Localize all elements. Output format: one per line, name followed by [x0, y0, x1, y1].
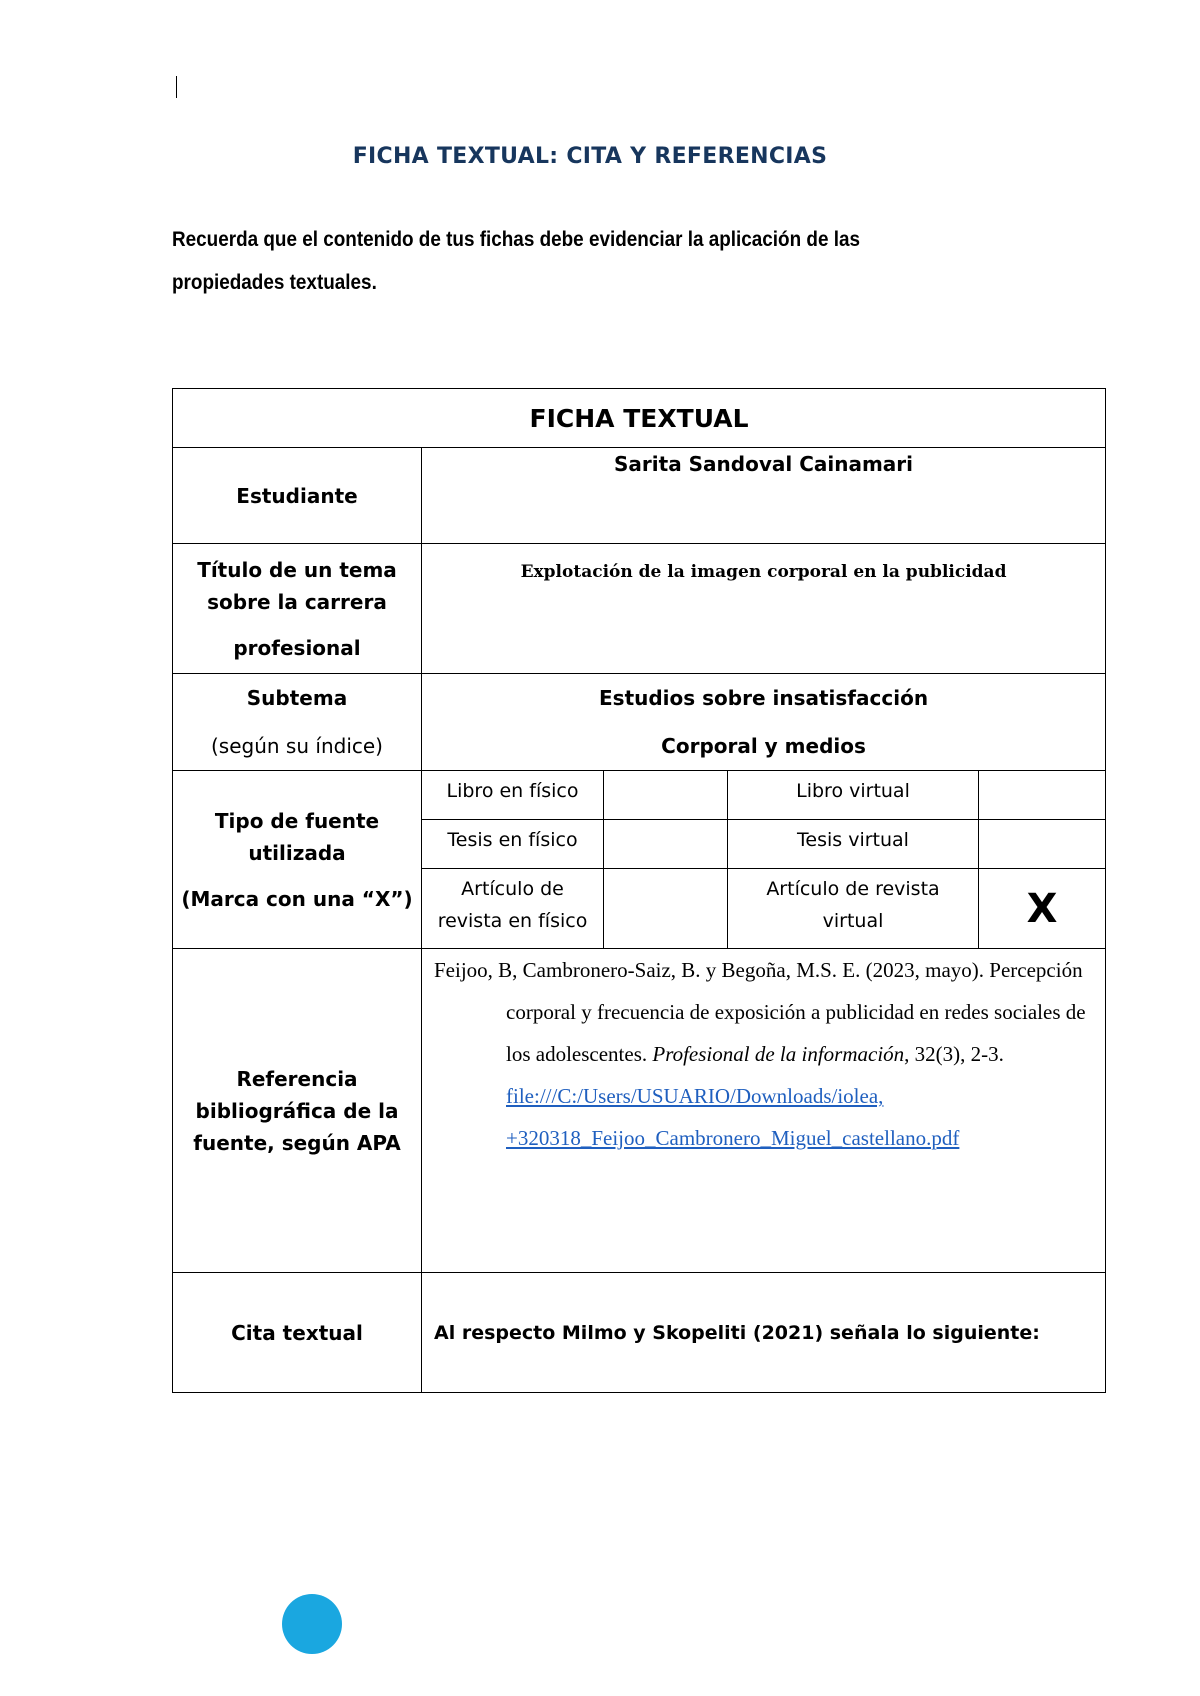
source-type-label: [173, 771, 422, 949]
reference-label-line3: fuente, según APA: [193, 1130, 401, 1155]
topic-label-line3: profesional: [233, 635, 361, 660]
ficha-header: FICHA TEXTUAL: [173, 389, 1106, 448]
option-articulo-fisico-line2: revista en físico: [437, 910, 588, 932]
reference-journal: Profesional de la información: [652, 1042, 905, 1066]
topic-label: [173, 544, 422, 674]
subtopic-label-line2: (según su índice): [211, 734, 383, 758]
reference-entry: [434, 949, 1093, 1159]
topic-label-line1: Título de un tema: [197, 557, 397, 582]
option-tesis-virtual: Tesis virtual: [728, 820, 979, 869]
reference-link-line1[interactable]: file:///C:/Users/USUARIO/Downloads/iolea,: [506, 1084, 884, 1108]
student-row: [173, 448, 1106, 544]
student-value: Sarita Sandoval Cainamari: [422, 448, 1106, 544]
subtopic-label: [173, 674, 422, 771]
subtopic-value: [422, 674, 1106, 771]
ficha-table: [172, 388, 1106, 1393]
source-type-label-line1: Tipo de fuente: [214, 808, 380, 833]
reference-link-line2[interactable]: +320318_Feijoo_Cambronero_Miguel_castellano.pdf: [506, 1126, 960, 1150]
quote-label: Cita textual: [173, 1273, 422, 1393]
topic-row: [173, 544, 1106, 674]
checkbox-tesis-virtual[interactable]: [979, 820, 1106, 869]
ficha-header-row: [173, 389, 1106, 448]
instruction-text: Recuerda que el contenido de tus fichas debe evidenciar la aplicación de las propiedades textuales.: [172, 228, 860, 294]
subtopic-label-line1: Subtema: [246, 686, 348, 710]
option-tesis-fisico: Tesis en físico: [422, 820, 604, 869]
text-cursor: [176, 76, 177, 98]
checkbox-libro-fisico[interactable]: [604, 771, 728, 820]
checkbox-tesis-fisico[interactable]: [604, 820, 728, 869]
source-type-label-line3: (Marca con una “X”): [181, 886, 413, 911]
source-type-label-line2: utilizada: [248, 840, 346, 865]
source-row-libro: [173, 771, 1106, 820]
option-articulo-virtual: [728, 869, 979, 949]
reference-volume: , 32(3), 2-3.: [904, 1042, 1004, 1066]
option-libro-virtual: Libro virtual: [728, 771, 979, 820]
reference-article-title: Percepción corporal y frecuencia de exposición a publicidad en redes sociales de los adolescentes.: [506, 958, 1086, 1066]
option-articulo-fisico-line1: Artículo de: [461, 878, 564, 900]
page-marker-dot: [282, 1594, 342, 1654]
reference-authors: Feijoo, B, Cambronero-Saiz, B. y Begoña, M.S. E. (2023, mayo).: [434, 958, 985, 982]
checkbox-articulo-fisico[interactable]: [604, 869, 728, 949]
reference-label-line1: Referencia: [236, 1066, 358, 1091]
reference-label-line2: bibliográfica de la: [195, 1098, 399, 1123]
topic-value: Explotación de la imagen corporal en la publicidad: [422, 544, 1106, 674]
option-articulo-fisico: [422, 869, 604, 949]
reference-row: [173, 949, 1106, 1273]
subtopic-value-line1: Estudios sobre insatisfacción: [599, 686, 929, 710]
quote-value: Al respecto Milmo y Skopeliti (2021) señala lo siguiente:: [422, 1273, 1106, 1393]
option-articulo-virtual-line2: virtual: [822, 910, 884, 932]
subtopic-row: [173, 674, 1106, 771]
topic-label-line2: sobre la carrera: [207, 589, 387, 614]
checkbox-articulo-virtual[interactable]: X: [979, 869, 1106, 949]
student-label: Estudiante: [173, 448, 422, 544]
reference-label: [173, 949, 422, 1273]
subtopic-value-line2: Corporal y medios: [661, 734, 866, 758]
checkbox-libro-virtual[interactable]: [979, 771, 1106, 820]
page-title: FICHA TEXTUAL: CITA Y REFERENCIAS: [352, 144, 828, 169]
option-articulo-virtual-line1: Artículo de revista: [766, 878, 940, 900]
option-libro-fisico: Libro en físico: [422, 771, 604, 820]
quote-row: [173, 1273, 1106, 1393]
reference-value: [422, 949, 1106, 1273]
